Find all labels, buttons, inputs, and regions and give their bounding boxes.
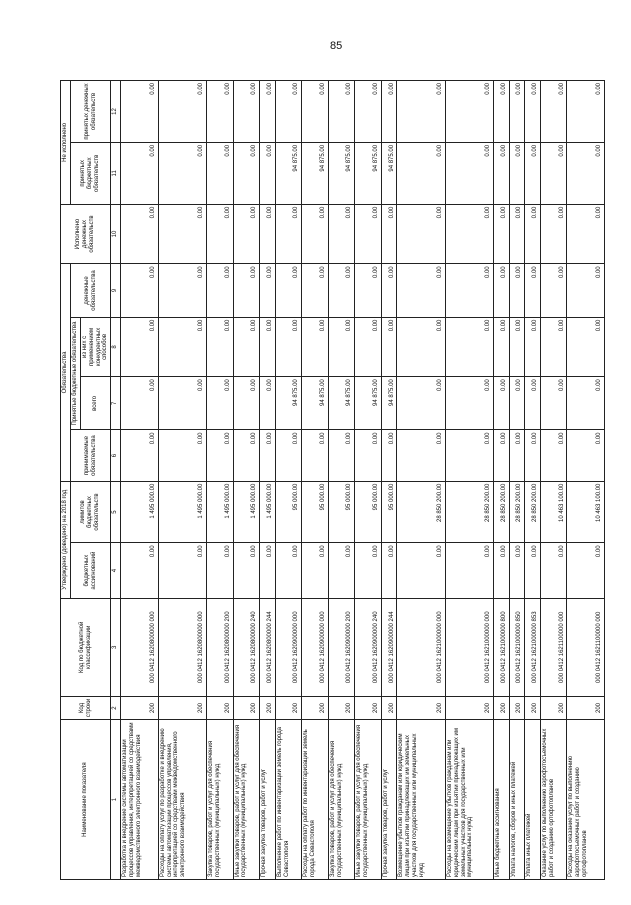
page-number: 85 — [330, 40, 343, 52]
cell-bk: 000 0412 1620800000 240 — [233, 598, 260, 696]
cell-c9: 0.00 — [509, 264, 525, 317]
cell-name: Прочая закупка товаров, работ и услуг — [381, 720, 397, 880]
cell-c8: 0.00 — [355, 317, 382, 377]
cell-c8: 0.00 — [206, 317, 233, 377]
cell-c12: 0.00 — [567, 81, 605, 143]
table-row — [121, 81, 158, 880]
cell-code: 200 — [328, 696, 355, 719]
cell-c8: 0.00 — [397, 317, 445, 377]
cell-c10: 0.00 — [445, 204, 493, 264]
cell-c4: 0.00 — [121, 543, 158, 598]
cell-c12: 0.00 — [509, 81, 525, 143]
cell-name: Возмещение убытков гражданам или юридическим лицам при изъятии принадлежащих им земельных участков для государственных или муниципальных нужд — [397, 720, 445, 880]
cell-name: Оказание услуг по выполнению аэрофотосъемочных работ и созданию ортофотопланов — [540, 720, 567, 880]
header-accepted-budget: Принятые бюджетные обязательства — [70, 317, 80, 430]
cell-c7: 0.00 — [494, 377, 510, 430]
cell-bk: 000 0412 1620900000 244 — [381, 598, 397, 696]
table-row — [302, 81, 329, 880]
table-row — [445, 81, 493, 880]
cell-c8: 0.00 — [260, 317, 276, 377]
cell-c7: 0.00 — [509, 377, 525, 430]
cell-code: 200 — [509, 696, 525, 719]
cell-c5: 1 495 000.00 — [121, 481, 158, 543]
cell-c4: 0.00 — [260, 543, 276, 598]
cell-c12: 0.00 — [302, 81, 329, 143]
cell-c11: 94 875.00 — [302, 142, 329, 204]
cell-code: 200 — [121, 696, 158, 719]
cell-c9: 0.00 — [260, 264, 276, 317]
cell-code: 200 — [525, 696, 541, 719]
cell-c4: 0.00 — [397, 543, 445, 598]
cell-c4: 0.00 — [158, 543, 206, 598]
column-numbers-row — [111, 81, 121, 880]
cell-c10: 0.00 — [275, 204, 302, 264]
cell-c4: 0.00 — [328, 543, 355, 598]
cell-c6: 0.00 — [206, 430, 233, 481]
cell-c10: 0.00 — [158, 204, 206, 264]
column-number: 2 — [111, 696, 121, 719]
cell-code: 200 — [567, 696, 605, 719]
cell-c8: 0.00 — [233, 317, 260, 377]
cell-c12: 0.00 — [381, 81, 397, 143]
table-row — [233, 81, 260, 880]
column-number: 4 — [111, 543, 121, 598]
cell-name: Расходы на оказание услуг по выполнению аэрофотосъемочных работ и созданию ортофотопланов — [567, 720, 605, 880]
cell-c11: 0.00 — [445, 142, 493, 204]
cell-c5: 10 463 100.00 — [540, 481, 567, 543]
cell-c7: 0.00 — [397, 377, 445, 430]
header-ne-budget: принятых бюджетных обязательств — [70, 142, 110, 204]
cell-name: Прочая закупка товаров, работ и услуг — [260, 720, 276, 880]
column-number: 5 — [111, 481, 121, 543]
table-body — [121, 81, 605, 880]
cell-c9: 0.00 — [233, 264, 260, 317]
header-competitive: из них с применением конкурентных способов — [80, 317, 111, 377]
cell-name: Расходы на оплату работ по инвентаризации земель города Севастополя — [302, 720, 329, 880]
header-obligations: Обязательства — [61, 264, 71, 481]
cell-c10: 0.00 — [509, 204, 525, 264]
cell-code: 200 — [494, 696, 510, 719]
cell-c12: 0.00 — [275, 81, 302, 143]
header-limits: лимитов бюджетных обязательств — [70, 481, 110, 543]
cell-c5: 95 000.00 — [275, 481, 302, 543]
column-number: 6 — [111, 430, 121, 481]
cell-bk: 000 0412 1620900000 240 — [355, 598, 382, 696]
cell-c12: 0.00 — [233, 81, 260, 143]
table-row — [381, 81, 397, 880]
cell-name: Выполнение работ по инвентаризации земель города Севастополя — [275, 720, 302, 880]
cell-c6: 0.00 — [509, 430, 525, 481]
cell-c8: 0.00 — [540, 317, 567, 377]
cell-c9: 0.00 — [567, 264, 605, 317]
cell-code: 200 — [445, 696, 493, 719]
cell-code: 200 — [233, 696, 260, 719]
cell-c5: 28 850 200.00 — [397, 481, 445, 543]
cell-c7: 0.00 — [540, 377, 567, 430]
cell-c8: 0.00 — [567, 317, 605, 377]
cell-c5: 95 000.00 — [355, 481, 382, 543]
cell-c9: 0.00 — [540, 264, 567, 317]
cell-c11: 0.00 — [397, 142, 445, 204]
cell-c6: 0.00 — [381, 430, 397, 481]
cell-c12: 0.00 — [355, 81, 382, 143]
cell-c12: 0.00 — [121, 81, 158, 143]
cell-c4: 0.00 — [540, 543, 567, 598]
cell-c7: 0.00 — [158, 377, 206, 430]
cell-c10: 0.00 — [302, 204, 329, 264]
cell-c10: 0.00 — [206, 204, 233, 264]
cell-c9: 0.00 — [445, 264, 493, 317]
cell-c12: 0.00 — [494, 81, 510, 143]
cell-name: Иные закупки товаров, работ и услуг для обеспечения государственных (муниципальных) нужд — [233, 720, 260, 880]
cell-c7: 0.00 — [233, 377, 260, 430]
header-budget-code: Код по бюджетной классификации — [61, 598, 111, 696]
cell-c5: 95 000.00 — [381, 481, 397, 543]
header-not-executed: Не исполнено — [61, 81, 71, 205]
cell-c11: 94 875.00 — [328, 142, 355, 204]
cell-c8: 0.00 — [525, 317, 541, 377]
column-number: 3 — [111, 598, 121, 696]
cell-c10: 0.00 — [567, 204, 605, 264]
header-name: Наименование показателя — [61, 720, 111, 880]
cell-c9: 0.00 — [158, 264, 206, 317]
table-row — [355, 81, 382, 880]
cell-c4: 0.00 — [567, 543, 605, 598]
cell-c6: 0.00 — [567, 430, 605, 481]
cell-c9: 0.00 — [494, 264, 510, 317]
cell-c11: 0.00 — [158, 142, 206, 204]
cell-c12: 0.00 — [397, 81, 445, 143]
rotated-table-wrapper — [60, 80, 605, 880]
cell-c5: 95 000.00 — [328, 481, 355, 543]
cell-c6: 0.00 — [328, 430, 355, 481]
cell-c7: 94 875.00 — [302, 377, 329, 430]
header-executed: Исполнено денежных обязательств — [61, 204, 111, 264]
table-row — [567, 81, 605, 880]
cell-c7: 0.00 — [445, 377, 493, 430]
cell-c11: 0.00 — [494, 142, 510, 204]
cell-c6: 0.00 — [397, 430, 445, 481]
column-number: 12 — [111, 81, 121, 143]
cell-name: Разработка и внедрение системы автоматизации процессов управления, интерпретацией со средствами межведомственного электронного взаимодействия — [121, 720, 158, 880]
obligations-table — [60, 80, 605, 880]
cell-c10: 0.00 — [260, 204, 276, 264]
table-row — [206, 81, 233, 880]
cell-c7: 0.00 — [260, 377, 276, 430]
cell-c5: 28 850 200.00 — [494, 481, 510, 543]
cell-code: 200 — [381, 696, 397, 719]
cell-c12: 0.00 — [525, 81, 541, 143]
table-row — [540, 81, 567, 880]
cell-c8: 0.00 — [381, 317, 397, 377]
cell-c7: 94 875.00 — [381, 377, 397, 430]
cell-c11: 94 875.00 — [355, 142, 382, 204]
cell-c5: 95 000.00 — [302, 481, 329, 543]
cell-bk: 000 0412 1621000000 000 — [445, 598, 493, 696]
column-number: 8 — [111, 317, 121, 377]
column-number: 9 — [111, 264, 121, 317]
cell-c4: 0.00 — [445, 543, 493, 598]
cell-name: Закупка товаров, работ и услуг для обеспечения государственных (муниципальных) нужд — [206, 720, 233, 880]
table-row — [525, 81, 541, 880]
cell-c4: 0.00 — [494, 543, 510, 598]
cell-c10: 0.00 — [525, 204, 541, 264]
cell-c7: 94 875.00 — [328, 377, 355, 430]
cell-c4: 0.00 — [525, 543, 541, 598]
cell-c6: 0.00 — [275, 430, 302, 481]
cell-c9: 0.00 — [381, 264, 397, 317]
cell-c10: 0.00 — [233, 204, 260, 264]
cell-c5: 1 495 000.00 — [260, 481, 276, 543]
cell-c11: 94 875.00 — [275, 142, 302, 204]
cell-c5: 28 850 200.00 — [509, 481, 525, 543]
header-approved: Утверждено (доведено) на 2018 год — [61, 481, 71, 598]
cell-c12: 0.00 — [206, 81, 233, 143]
cell-c4: 0.00 — [509, 543, 525, 598]
cell-c11: 0.00 — [567, 142, 605, 204]
cell-c9: 0.00 — [328, 264, 355, 317]
cell-c8: 0.00 — [509, 317, 525, 377]
cell-c6: 0.00 — [445, 430, 493, 481]
cell-c6: 0.00 — [525, 430, 541, 481]
cell-c4: 0.00 — [275, 543, 302, 598]
cell-c10: 0.00 — [381, 204, 397, 264]
cell-c6: 0.00 — [540, 430, 567, 481]
cell-c6: 0.00 — [158, 430, 206, 481]
cell-name: Расходы на оплату услуг по разработке и внедрению системы автоматизации процессов управления, интерпретацией со средствами межведомственного электронного взаимодействия — [158, 720, 206, 880]
table-row — [158, 81, 206, 880]
cell-c12: 0.00 — [540, 81, 567, 143]
column-number: 10 — [111, 204, 121, 264]
table-row — [494, 81, 510, 880]
cell-c5: 10 463 100.00 — [567, 481, 605, 543]
cell-bk: 000 0412 1620800000 000 — [158, 598, 206, 696]
header-budget-assign: бюджетных ассигнований — [70, 543, 110, 598]
column-number: 7 — [111, 377, 121, 430]
cell-c12: 0.00 — [445, 81, 493, 143]
cell-bk: 000 0412 1620900000 000 — [275, 598, 302, 696]
cell-c6: 0.00 — [260, 430, 276, 481]
cell-code: 200 — [158, 696, 206, 719]
cell-c10: 0.00 — [328, 204, 355, 264]
cell-c9: 0.00 — [397, 264, 445, 317]
cell-c11: 94 875.00 — [381, 142, 397, 204]
cell-c9: 0.00 — [275, 264, 302, 317]
cell-c11: 0.00 — [525, 142, 541, 204]
cell-c6: 0.00 — [355, 430, 382, 481]
cell-name: Иные закупки товаров, работ и услуг для обеспечения государственных (муниципальных) нужд — [355, 720, 382, 880]
header-monetary: денежные обязательства — [70, 264, 110, 317]
cell-name: Уплата иных платежей — [525, 720, 541, 880]
cell-name: Иные бюджетные ассигнования — [494, 720, 510, 880]
cell-name: Расходы на возмещение убытков гражданам или юридическим лицам при изъятии принадлежащих им земельных участков для государственных или муниципальных нужд — [445, 720, 493, 880]
cell-c10: 0.00 — [494, 204, 510, 264]
table-row — [260, 81, 276, 880]
cell-c4: 0.00 — [206, 543, 233, 598]
cell-c11: 0.00 — [540, 142, 567, 204]
cell-c4: 0.00 — [355, 543, 382, 598]
cell-c10: 0.00 — [121, 204, 158, 264]
column-number: 1 — [111, 720, 121, 880]
cell-code: 200 — [302, 696, 329, 719]
cell-bk: 000 0412 1620900000 000 — [302, 598, 329, 696]
cell-bk: 000 0412 1621100000 000 — [567, 598, 605, 696]
cell-c6: 0.00 — [302, 430, 329, 481]
cell-c5: 1 495 000.00 — [158, 481, 206, 543]
table-row — [275, 81, 302, 880]
header-accepted: принимаемые обязательства — [70, 430, 110, 481]
cell-name: Закупка товаров, работ и услуг для обеспечения государственных (муниципальных) нужд — [328, 720, 355, 880]
cell-c10: 0.00 — [540, 204, 567, 264]
cell-c4: 0.00 — [302, 543, 329, 598]
table-row — [397, 81, 445, 880]
cell-c5: 28 850 200.00 — [525, 481, 541, 543]
column-number: 11 — [111, 142, 121, 204]
cell-c6: 0.00 — [494, 430, 510, 481]
cell-c11: 0.00 — [233, 142, 260, 204]
cell-bk: 000 0412 1621000000 000 — [397, 598, 445, 696]
cell-c7: 0.00 — [121, 377, 158, 430]
cell-c6: 0.00 — [121, 430, 158, 481]
cell-c12: 0.00 — [328, 81, 355, 143]
cell-c8: 0.00 — [494, 317, 510, 377]
cell-c9: 0.00 — [206, 264, 233, 317]
cell-bk: 000 0412 1621000000 853 — [525, 598, 541, 696]
cell-c9: 0.00 — [121, 264, 158, 317]
cell-c4: 0.00 — [233, 543, 260, 598]
cell-c11: 0.00 — [509, 142, 525, 204]
rotated-table — [60, 80, 605, 880]
cell-bk: 000 0412 1620800000 000 — [121, 598, 158, 696]
cell-code: 200 — [397, 696, 445, 719]
cell-c9: 0.00 — [355, 264, 382, 317]
cell-c7: 0.00 — [206, 377, 233, 430]
cell-c8: 0.00 — [121, 317, 158, 377]
cell-code: 200 — [260, 696, 276, 719]
cell-bk: 000 0412 1621000000 800 — [494, 598, 510, 696]
header-code: Код строки — [61, 696, 111, 719]
cell-bk: 000 0412 1620900000 200 — [328, 598, 355, 696]
header-total: всего — [80, 377, 111, 430]
cell-c8: 0.00 — [302, 317, 329, 377]
cell-name: Уплата налогов, сборов и иных платежей — [509, 720, 525, 880]
header-ne-money: принятых денежных обязательств — [70, 81, 110, 143]
cell-c5: 1 495 000.00 — [206, 481, 233, 543]
cell-c8: 0.00 — [275, 317, 302, 377]
cell-code: 200 — [540, 696, 567, 719]
cell-c7: 0.00 — [525, 377, 541, 430]
cell-c8: 0.00 — [445, 317, 493, 377]
cell-c8: 0.00 — [158, 317, 206, 377]
cell-bk: 000 0412 1620800000 200 — [206, 598, 233, 696]
cell-c5: 28 850 200.00 — [445, 481, 493, 543]
cell-c8: 0.00 — [328, 317, 355, 377]
cell-c9: 0.00 — [525, 264, 541, 317]
cell-c11: 0.00 — [206, 142, 233, 204]
cell-c4: 0.00 — [381, 543, 397, 598]
cell-code: 200 — [275, 696, 302, 719]
cell-c7: 94 875.00 — [355, 377, 382, 430]
cell-c9: 0.00 — [302, 264, 329, 317]
cell-bk: 000 0412 1621100000 000 — [540, 598, 567, 696]
cell-c12: 0.00 — [260, 81, 276, 143]
cell-bk: 000 0412 1621000000 850 — [509, 598, 525, 696]
cell-c7: 0.00 — [567, 377, 605, 430]
cell-c6: 0.00 — [233, 430, 260, 481]
cell-c5: 1 495 000.00 — [233, 481, 260, 543]
cell-c7: 94 875.00 — [275, 377, 302, 430]
table-row — [328, 81, 355, 880]
cell-c10: 0.00 — [397, 204, 445, 264]
cell-c12: 0.00 — [158, 81, 206, 143]
cell-c11: 0.00 — [260, 142, 276, 204]
cell-c11: 0.00 — [121, 142, 158, 204]
table-row — [509, 81, 525, 880]
cell-code: 200 — [355, 696, 382, 719]
cell-bk: 000 0412 1620800000 244 — [260, 598, 276, 696]
cell-code: 200 — [206, 696, 233, 719]
cell-c10: 0.00 — [355, 204, 382, 264]
